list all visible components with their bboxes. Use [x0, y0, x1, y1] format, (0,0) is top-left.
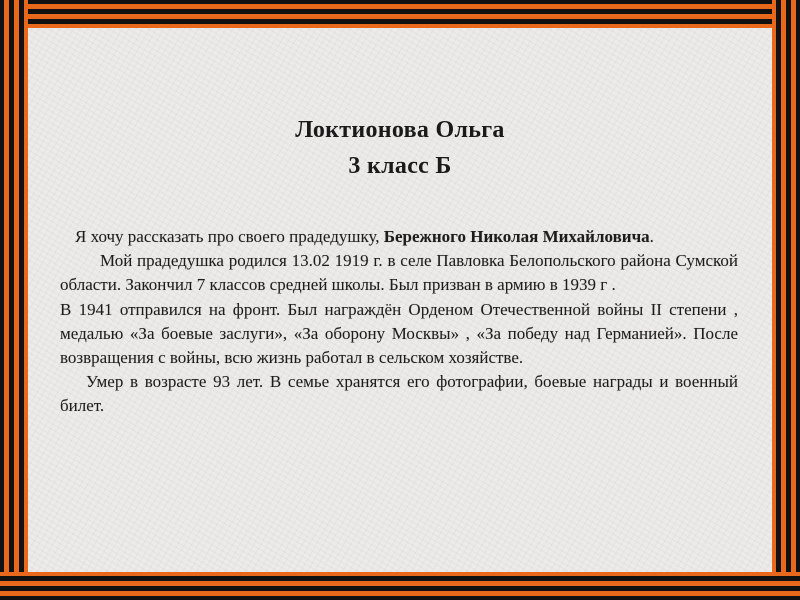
- great-grandfather-name: Бережного Николая Михайловича: [383, 227, 650, 246]
- paragraph-intro: [60, 225, 738, 249]
- paragraph-war: В 1941 отправился на фронт. Был награждён Орденом Отечественной войны II степени , медалью «За боевые заслуги», «За оборону Москвы» , «За победу над Германией». После возвращения с войны, всю жизнь работал в сельском хозяйстве.: [60, 299, 738, 368]
- ribbon-border-bottom: [0, 572, 800, 600]
- ribbon-border-right: [772, 0, 800, 600]
- ribbon-border-left: [0, 0, 28, 600]
- story-text: [60, 225, 738, 419]
- intro-text: Я хочу рассказать про своего прадедушку,: [75, 227, 384, 246]
- paragraph-death: Умер в возрасте 93 лет. В семье хранятся его фотографии, боевые награды и военный билет.: [60, 372, 738, 416]
- intro-end: .: [649, 227, 654, 246]
- paragraph-birth: Мой прадедушка родился 13.02 1919 г. в селе Павловка Белопольского района Сумской области. Закончил 7 классов средней школы. Был призван в армию в 1939 г .: [60, 251, 738, 295]
- ribbon-border-top: [0, 0, 800, 28]
- author-name: Локтионова Ольга: [295, 117, 505, 143]
- class-label: 3 класс Б: [348, 153, 452, 179]
